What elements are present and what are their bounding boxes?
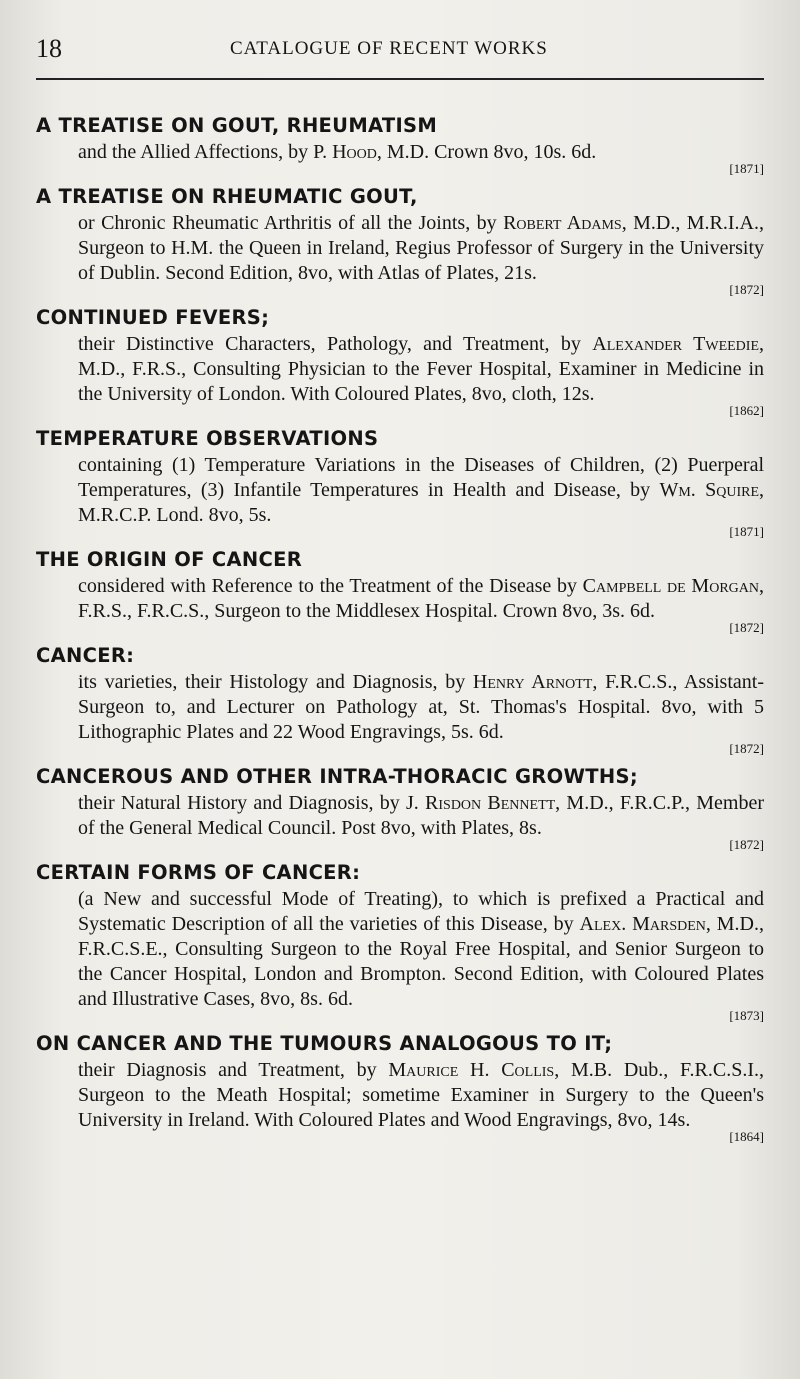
description-text: their Distinctive Characters, Pathology, and Treatment, by	[78, 333, 593, 355]
description-text: or Chronic Rheumatic Arthritis of all the Joints, by	[78, 212, 504, 234]
author-name: Maurice H. Collis	[388, 1059, 555, 1081]
entry-description	[78, 887, 764, 1023]
publication-year: [1871]	[729, 161, 764, 176]
entry-description	[78, 791, 764, 852]
entry-title: CERTAIN FORMS OF CANCER:	[36, 861, 361, 884]
entry-title: A TREATISE ON GOUT, RHEUMATISM	[36, 114, 438, 137]
entry-description	[78, 211, 764, 297]
author-name: Wm. Squire	[659, 479, 759, 501]
description-text: and the Allied Affections, by	[78, 141, 314, 163]
author-name: P. Hood	[313, 141, 377, 163]
author-name: Campbell de Morgan	[582, 575, 759, 597]
publication-year: [1872]	[729, 837, 764, 852]
page-number: 18	[36, 34, 62, 63]
description-text: their Diagnosis and Treatment, by	[78, 1059, 389, 1081]
description-text: , M.D. Crown 8vo, 10s. 6d.	[376, 141, 597, 163]
page-header	[36, 28, 764, 68]
catalogue-entry	[36, 425, 764, 539]
publication-year: [1872]	[729, 741, 764, 756]
catalogue-entry	[36, 859, 764, 1023]
publication-year: [1872]	[729, 620, 764, 635]
catalogue-entry	[36, 304, 764, 418]
description-text: , M.B. Dub., F.R.C.S.I., Surgeon to the Meath Hospital; sometime Examiner in Surgery to the Queen's University in Ireland. With Coloured Plates and Wood Engravings, 8vo, 14s.	[78, 1059, 765, 1131]
description-text: , F.R.S., F.R.C.S., Surgeon to the Middlesex Hospital. Crown 8vo, 3s. 6d.	[78, 575, 764, 622]
catalogue-entry	[36, 642, 764, 756]
author-name: J. Risdon Bennett	[406, 792, 556, 814]
entry-title: TEMPERATURE OBSERVATIONS	[36, 427, 379, 450]
catalogue-entry	[36, 1030, 764, 1144]
entry-title: CANCER:	[36, 644, 135, 667]
publication-year: [1864]	[729, 1129, 764, 1144]
entry-title: A TREATISE ON RHEUMATIC GOUT,	[36, 185, 418, 208]
description-text: containing (1) Temperature Variations in the Diseases of Children, (2) Puerperal Temperatures, (3) Infantile Temperatures in Health and Disease, by	[78, 454, 764, 501]
description-text: , M.D., F.R.C.S.E., Consulting Surgeon to the Royal Free Hospital, and Senior Surgeon to the Cancer Hospital, London and Brompton. Second Edition, with Coloured Plates and Illustrative Cases, 8vo, 8s. 6d.	[78, 913, 765, 1010]
author-name: Alex. Marsden	[579, 913, 706, 935]
entry-description	[78, 332, 764, 418]
catalogue-entries	[36, 112, 764, 1151]
publication-year: [1871]	[729, 524, 764, 539]
description-text: considered with Reference to the Treatment of the Disease by	[78, 575, 583, 597]
running-title: CATALOGUE OF RECENT WORKS	[230, 38, 548, 59]
publication-year: [1873]	[729, 1008, 764, 1023]
entry-description	[78, 1058, 764, 1144]
catalogue-entry	[36, 112, 764, 176]
catalogue-entry	[36, 183, 764, 297]
author-name: Alexander Tweedie	[592, 333, 760, 355]
description-text: , M.R.C.P. Lond. 8vo, 5s.	[78, 479, 764, 526]
entry-title: CONTINUED FEVERS;	[36, 306, 270, 329]
publication-year: [1862]	[729, 403, 764, 418]
author-name: Henry Arnott	[472, 671, 593, 693]
entry-description	[78, 574, 764, 635]
description-text: their Natural History and Diagnosis, by	[78, 792, 406, 814]
author-name: Robert Adams	[503, 212, 622, 234]
entry-description	[78, 670, 764, 756]
description-text: , M.D., F.R.S., Consulting Physician to the Fever Hospital, Examiner in Medicine in the University of London. With Coloured Plates, 8vo, cloth, 12s.	[78, 333, 765, 405]
description-text: (a New and successful Mode of Treating), to which is prefixed a Practical and Systematic Description of all the varieties of this Disease, by	[78, 888, 764, 935]
entry-description	[78, 453, 764, 539]
catalogue-entry	[36, 546, 764, 635]
publication-year: [1872]	[729, 282, 764, 297]
entry-title: ON CANCER AND THE TUMOURS ANALOGOUS TO IT;	[36, 1032, 613, 1055]
description-text: , F.R.C.S., Assistant-Surgeon to, and Lecturer on Pathology at, St. Thomas's Hospital. 8vo, with 5 Lithographic Plates and 22 Wood Engravings, 5s. 6d.	[78, 671, 764, 743]
header-rule	[36, 78, 764, 80]
entry-title: THE ORIGIN OF CANCER	[36, 548, 303, 571]
description-text: , M.D., F.R.C.P., Member of the General Medical Council. Post 8vo, with Plates, 8s.	[78, 792, 765, 839]
entry-title: CANCEROUS AND OTHER INTRA-THORACIC GROWTHS;	[36, 765, 638, 788]
entry-description	[78, 140, 764, 176]
description-text: its varieties, their Histology and Diagnosis, by	[78, 671, 473, 693]
catalogue-entry	[36, 763, 764, 852]
description-text: , M.D., M.R.I.A., Surgeon to H.M. the Queen in Ireland, Regius Professor of Surgery in the University of Dublin. Second Edition, 8vo, with Atlas of Plates, 21s.	[78, 212, 765, 284]
